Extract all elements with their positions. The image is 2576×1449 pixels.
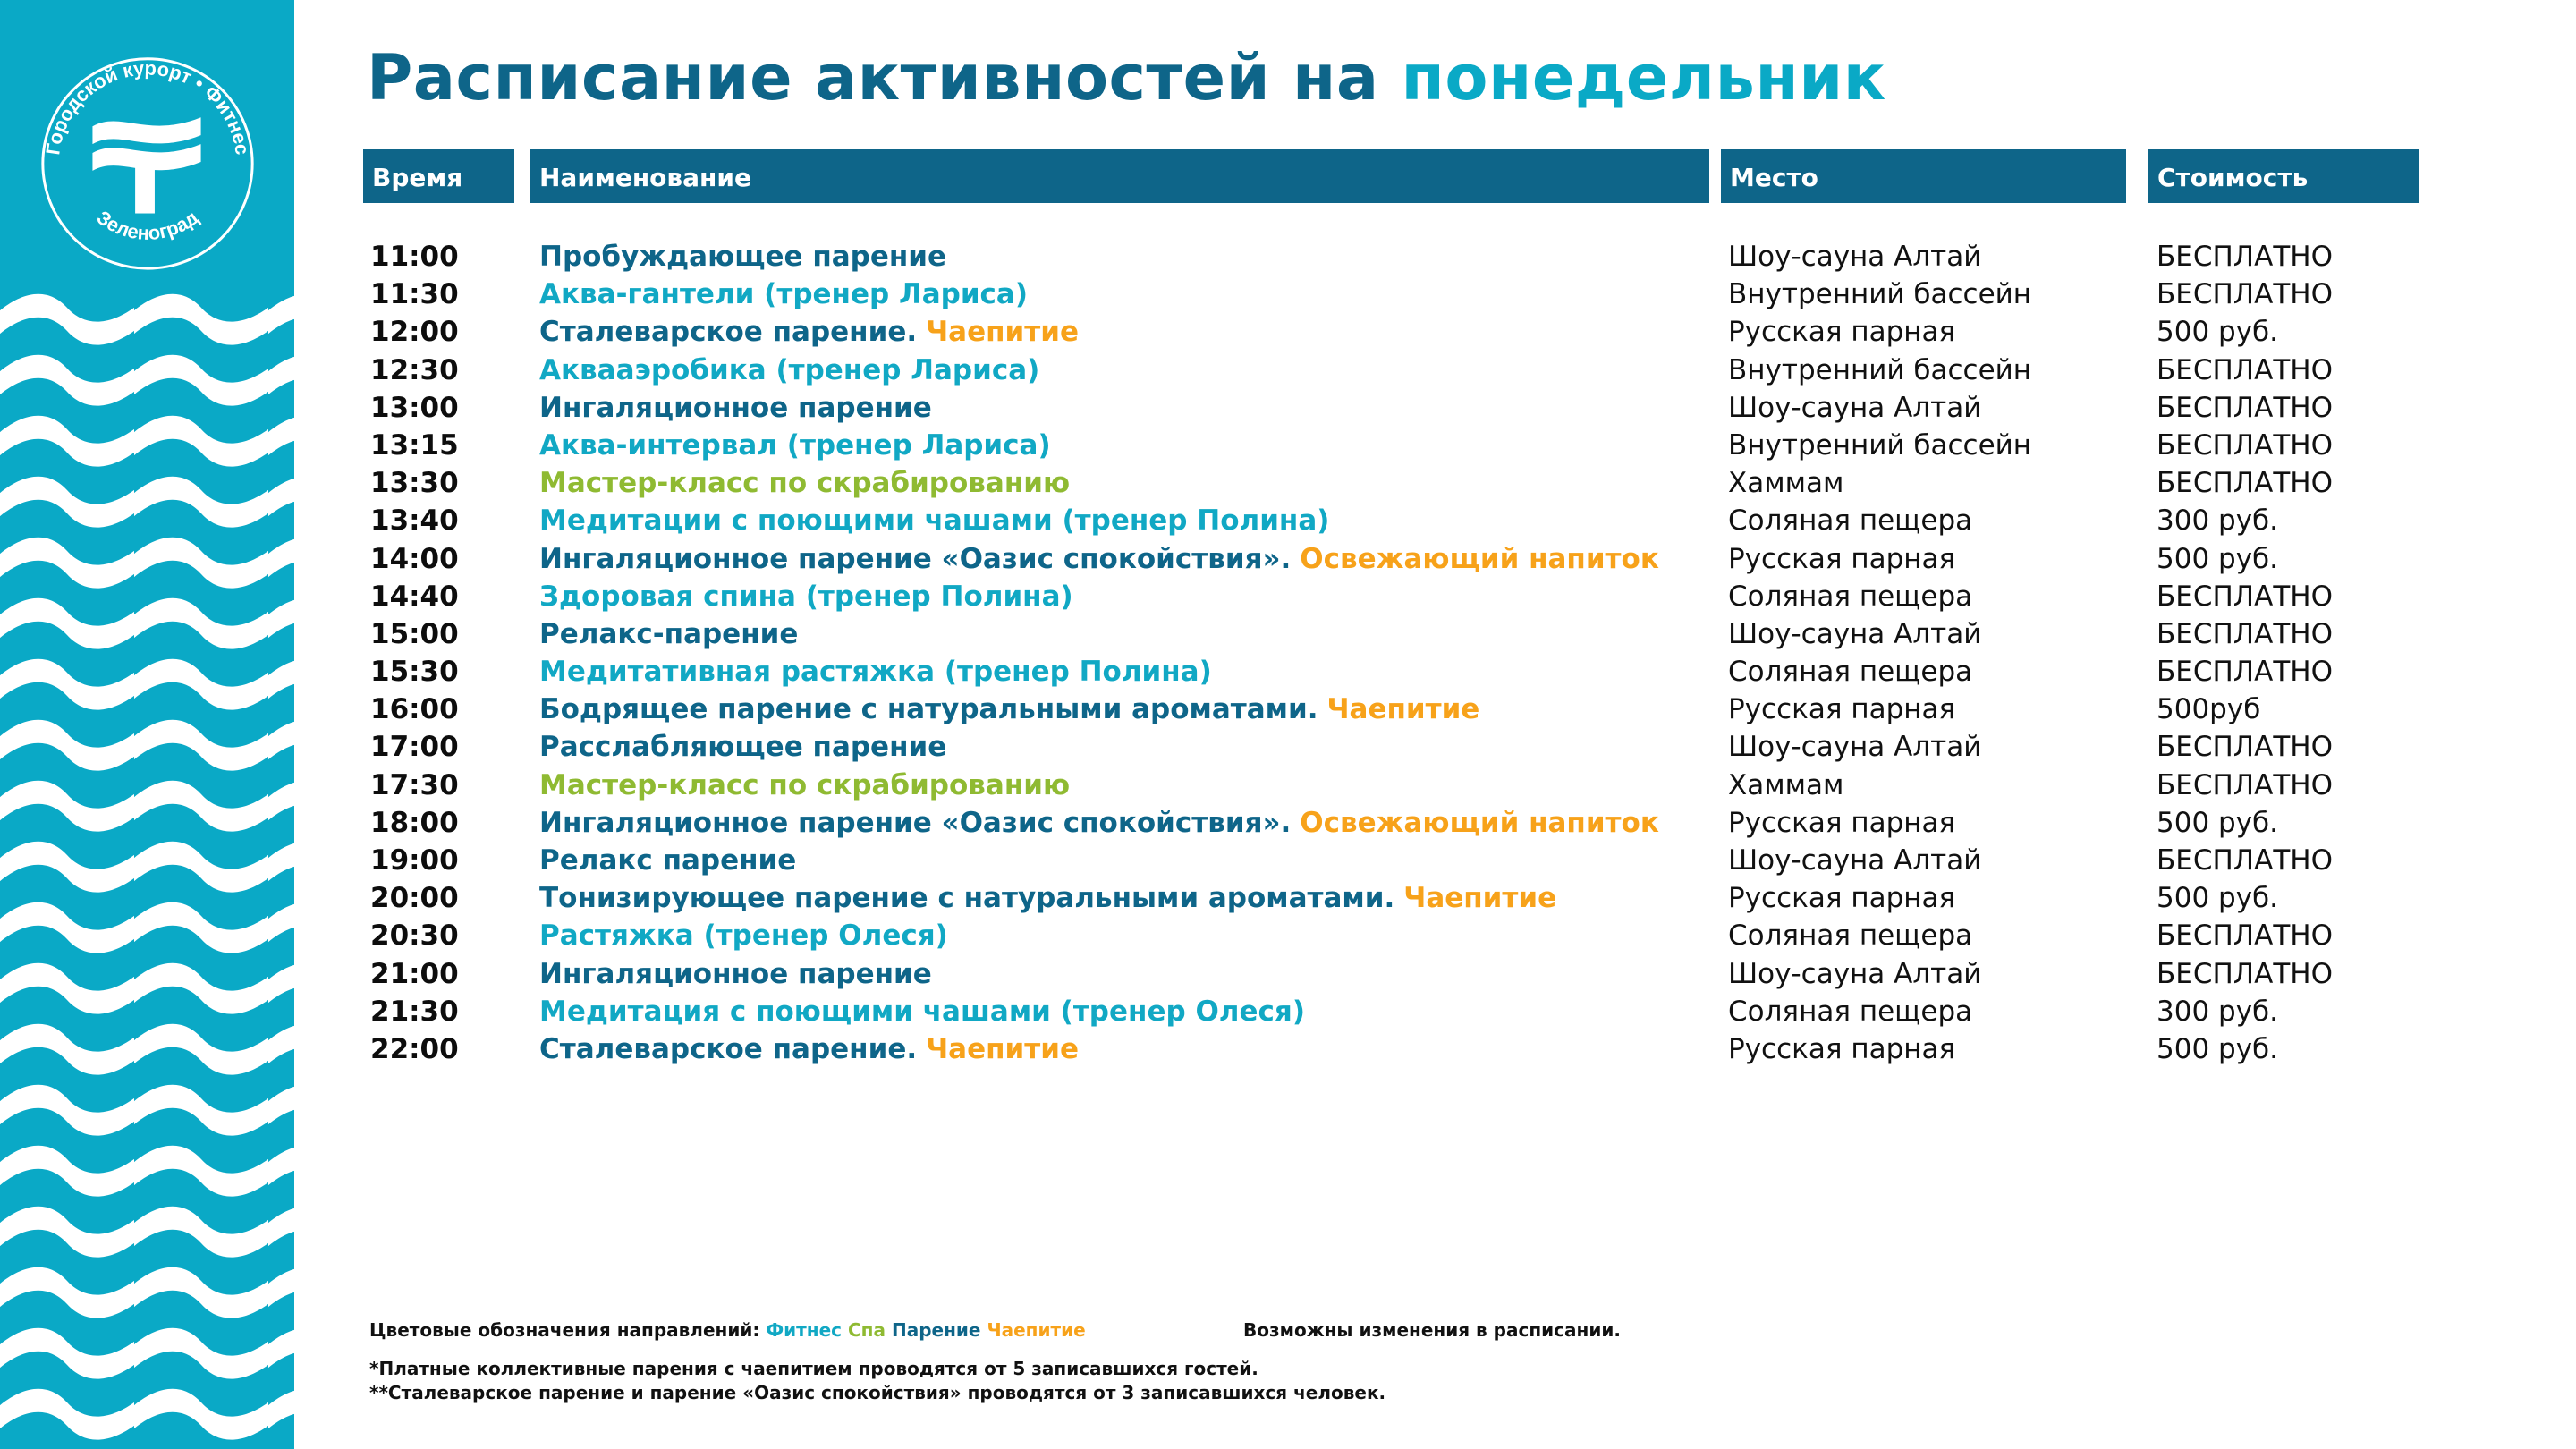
row-activity [539,540,1659,578]
row-time: 20:30 [370,919,459,953]
activity-extra: Чаепитие [926,316,1079,349]
row-place: Русская парная [1728,1032,1956,1065]
footnote-1: *Платные коллективные парения с чаепитием проводятся от 5 записавшихся гостей. [369,1358,1258,1379]
schedule-row [0,427,2576,464]
schedule-row [0,804,2576,842]
row-time: 14:40 [370,580,459,613]
activity-name: Аквааэробика (тренер Лариса) [539,353,1040,386]
row-price: 500 руб. [2157,316,2279,349]
activity-name: Расслабляющее парение [539,731,947,764]
row-time: 13:00 [370,391,459,424]
row-activity [539,691,1479,728]
row-activity [539,389,932,427]
row-time: 14:00 [370,542,459,575]
row-place: Шоу-сауна Алтай [1728,391,1982,424]
activity-name: Тонизирующее парение с натуральными ароматами. [539,882,1395,915]
row-price: БЕСПЛАТНО [2157,768,2333,801]
row-activity [539,993,1305,1030]
legend-steam: Парение [891,1319,981,1341]
activity-name: Сталеварское парение. [539,1032,918,1065]
row-price: БЕСПЛАТНО [2157,428,2333,462]
schedule-changes-note: Возможны изменения в расписании. [1243,1319,1621,1341]
row-time: 15:00 [370,617,459,650]
row-place: Соляная пещера [1728,995,1973,1028]
row-price: БЕСПЛАТНО [2157,467,2333,500]
activity-extra: Чаепитие [1326,693,1480,726]
row-place: Соляная пещера [1728,919,1973,953]
row-time: 17:00 [370,731,459,764]
row-time: 17:30 [370,768,459,801]
row-price: 300 руб. [2157,995,2279,1028]
row-price: 500руб [2157,693,2261,726]
row-price: БЕСПЛАТНО [2157,656,2333,689]
color-legend [369,1319,1086,1341]
footnote-2: **Сталеварское парение и парение «Оазис спокойствия» проводятся от 3 записавшихся человек. [369,1382,1386,1403]
row-place: Хаммам [1728,467,1844,500]
activity-name: Мастер-класс по скрабированию [539,768,1071,801]
row-place: Русская парная [1728,806,1956,839]
row-activity [539,238,946,275]
title-main: Расписание активностей на [367,41,1379,114]
activity-name: Ингаляционное парение [539,391,932,424]
row-place: Русская парная [1728,316,1956,349]
row-price: БЕСПЛАТНО [2157,391,2333,424]
activity-name: Релакс-парение [539,617,799,650]
row-activity [539,1030,1079,1068]
activity-extra: Освежающий напиток [1300,806,1659,839]
row-activity [539,917,948,954]
schedule-row [0,313,2576,351]
schedule-row [0,691,2576,728]
header-time: Время [363,149,514,203]
row-price: БЕСПЛАТНО [2157,919,2333,953]
row-place: Соляная пещера [1728,504,1973,538]
schedule-row [0,917,2576,954]
page-title [367,41,1886,114]
schedule-row [0,578,2576,615]
schedule-row [0,615,2576,653]
activity-name: Аква-гантели (тренер Лариса) [539,278,1028,311]
activity-name: Аква-интервал (тренер Лариса) [539,428,1051,462]
row-time: 22:00 [370,1032,459,1065]
row-place: Соляная пещера [1728,580,1973,613]
row-place: Внутренний бассейн [1728,278,2032,311]
activity-name: Ингаляционное парение «Оазис спокойствия». [539,542,1292,575]
activity-extra: Освежающий напиток [1300,542,1659,575]
legend-tea: Чаепитие [987,1319,1086,1341]
row-place: Шоу-сауна Алтай [1728,844,1982,877]
activity-name: Бодрящее парение с натуральными ароматами. [539,693,1318,726]
legend-fitness: Фитнес [766,1319,843,1341]
row-price: БЕСПЛАТНО [2157,844,2333,877]
row-time: 11:00 [370,241,459,273]
row-price: БЕСПЛАТНО [2157,580,2333,613]
activity-name: Пробуждающее парение [539,241,947,273]
row-place: Хаммам [1728,768,1844,801]
row-activity [539,615,798,653]
schedule-table [0,238,2576,1068]
legend-label: Цветовые обозначения направлений: [369,1319,760,1341]
row-time: 16:00 [370,693,459,726]
row-activity [539,427,1051,464]
activity-name: Сталеварское парение. [539,316,918,349]
logo-ring-text-bottom: Зеленоград [92,206,203,244]
activity-extra: Чаепитие [1403,882,1557,915]
row-activity [539,842,796,879]
row-time: 12:30 [370,353,459,386]
row-activity [539,464,1070,502]
row-activity [539,653,1212,691]
row-time: 18:00 [370,806,459,839]
schedule-row [0,352,2576,389]
header-price: Стоимость [2148,149,2419,203]
row-price: БЕСПЛАТНО [2157,353,2333,386]
row-time: 11:30 [370,278,459,311]
row-place: Шоу-сауна Алтай [1728,241,1982,273]
row-place: Внутренний бассейн [1728,353,2032,386]
row-place: Шоу-сауна Алтай [1728,957,1982,990]
row-place: Внутренний бассейн [1728,428,2032,462]
activity-name: Релакс парение [539,844,797,877]
row-place: Шоу-сауна Алтай [1728,731,1982,764]
activity-name: Медитации с поющими чашами (тренер Полина) [539,504,1330,538]
row-place: Шоу-сауна Алтай [1728,617,1982,650]
legend-spa: Спа [847,1319,886,1341]
schedule-row [0,275,2576,313]
row-price: 500 руб. [2157,882,2279,915]
row-time: 15:30 [370,656,459,689]
logo-ring-text-top: Городской курорт • Фитнес [41,56,254,157]
row-time: 13:15 [370,428,459,462]
activity-name: Ингаляционное парение «Оазис спокойствия». [539,806,1292,839]
title-accent: понедельник [1401,41,1886,114]
row-price: БЕСПЛАТНО [2157,617,2333,650]
schedule-row [0,767,2576,804]
activity-extra: Чаепитие [926,1032,1079,1065]
activity-name: Медитация с поющими чашами (тренер Олеся) [539,995,1305,1028]
row-price: БЕСПЛАТНО [2157,731,2333,764]
row-price: 300 руб. [2157,504,2279,538]
row-time: 21:30 [370,995,459,1028]
row-price: 500 руб. [2157,542,2279,575]
row-price: БЕСПЛАТНО [2157,957,2333,990]
row-activity [539,352,1039,389]
schedule-row [0,728,2576,766]
row-time: 19:00 [370,844,459,877]
row-price: 500 руб. [2157,806,2279,839]
row-place: Русская парная [1728,882,1956,915]
logo-symbol-icon [92,117,200,213]
activity-name: Здоровая спина (тренер Полина) [539,580,1073,613]
header-name: Наименование [530,149,1709,203]
schedule-row [0,955,2576,993]
schedule-row [0,540,2576,578]
activity-name: Медитативная растяжка (тренер Полина) [539,656,1212,689]
activity-name: Ингаляционное парение [539,957,932,990]
schedule-row [0,842,2576,879]
schedule-row [0,464,2576,502]
row-place: Соляная пещера [1728,656,1973,689]
row-activity [539,313,1079,351]
row-place: Русская парная [1728,693,1956,726]
row-activity [539,728,946,766]
row-activity [539,767,1070,804]
row-time: 13:40 [370,504,459,538]
schedule-row [0,653,2576,691]
row-activity [539,578,1073,615]
activity-name: Растяжка (тренер Олеся) [539,919,948,953]
row-price: БЕСПЛАТНО [2157,241,2333,273]
row-activity [539,955,932,993]
row-time: 20:00 [370,882,459,915]
row-time: 21:00 [370,957,459,990]
row-place: Русская парная [1728,542,1956,575]
row-activity [539,879,1556,917]
row-activity [539,275,1028,313]
row-price: 500 руб. [2157,1032,2279,1065]
schedule-row [0,879,2576,917]
schedule-row [0,238,2576,275]
row-price: БЕСПЛАТНО [2157,278,2333,311]
schedule-row [0,1030,2576,1068]
schedule-row [0,389,2576,427]
activity-name: Мастер-класс по скрабированию [539,467,1071,500]
row-activity [539,502,1329,539]
schedule-row [0,502,2576,539]
row-activity [539,804,1659,842]
schedule-row [0,993,2576,1030]
row-time: 13:30 [370,467,459,500]
header-place: Место [1721,149,2126,203]
row-time: 12:00 [370,316,459,349]
